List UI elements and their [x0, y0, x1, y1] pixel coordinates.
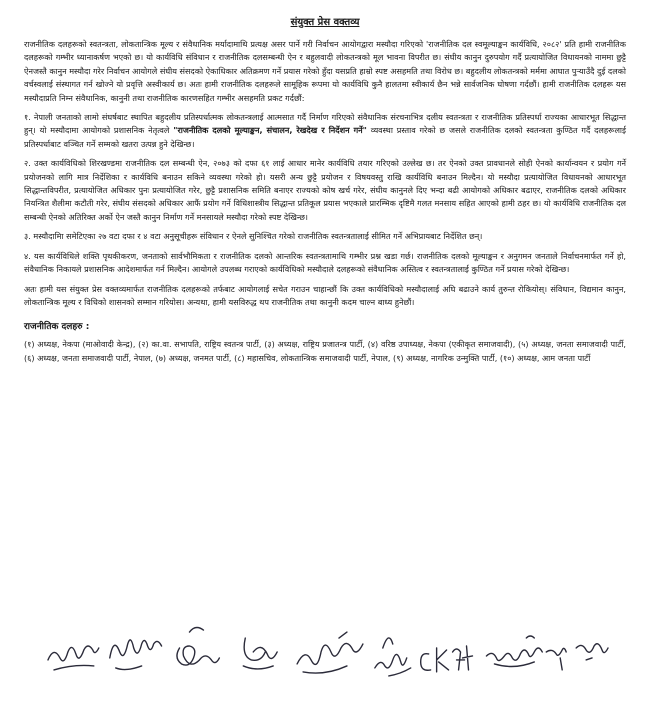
- signatures-svg: [40, 608, 618, 688]
- parties-list: (१) अध्यक्ष, नेकपा (माओवादी केन्द्र), (२) का.वा. सभापति, राष्ट्रिय स्वतन्त्र पार्टी, (३) अध्यक्ष, राष्ट्रिय प्रजातन्त्र पार्टी, (४) वरिष्ठ उपाध्यक्ष, नेकपा (एकीकृत समाजवादी), (५) अध्यक्ष, जनता समाजवादी पार्टी, (६) अध्यक्ष, जनता समाजवादी पार्टी, नेपाल, (७) अध्यक्ष, जनमत पार्टी, (८) महासचिव, लोकतान्त्रिक समाजवादी पार्टी, नेपाल, (९) अध्यक्ष, नागरिक उन्मुक्ति पार्टी, (१०) अध्यक्ष, आम जनता पार्टी: [24, 339, 626, 363]
- signature-8: [486, 636, 542, 666]
- point-1-quoted-clause: "राजनीतिक दलको मूल्याङ्कन, संचालन, रेखदेख र निर्देशन गर्ने": [173, 125, 367, 136]
- page-title: संयुक्त प्रेस वक्तव्य: [290, 17, 360, 28]
- point-4-paragraph: ४. यस कार्यविधिले शक्ति पृथकीकरण, जनताको सार्वभौमिकता र राजनीतिक दलको आन्तरिक स्वतन्त्रतामाथि गम्भीर प्रश्न खडा गर्छ। राजनीतिक दलको मूल्याङ्कन र अनुगमन जनताले निर्वाचनमार्फत गर्ने हो, संवैधानिक निकायले प्रशासनिक आदेशमार्फत गर्न मिल्दैन। आयोगले उपलब्ध गराएको कार्यविधिको मस्यौदाले दलहरूको संवैधानिक अस्तित्व र स्वतन्त्रतालाई कुण्ठित गर्ने प्रयास गरेको देखिन्छ।: [24, 250, 626, 275]
- signature-2: [110, 640, 162, 670]
- conclusion-paragraph: अतः हामी यस संयुक्त प्रेस वक्तव्यमार्फत राजनीतिक दलहरूको तर्फबाट आयोगलाई सचेत गराउन चाहान्छौं कि उक्त कार्यविधिको मस्यौदालाई अघि बढाउने कार्य तुरुन्त रोकियोस्। संविधान, विद्यमान कानुन, लोकतान्त्रिक मूल्य र विधिको शासनको सम्मान गरियोस। अन्यथा, हामी यसविरुद्ध थप राजनीतिक तथा कानुनी कदम चाल्न बाध्य हुनेछौं।: [24, 283, 626, 307]
- signature-6: [375, 638, 411, 676]
- point-1-text-end: व्यवस्था प्रस्ताव गरेको छ जसले राजनीतिक दलको स्वतन्त्रता कुण्ठित गर्दै दलहरूलाई प्रतिस्पर्धाबाट वञ्चित गर्ने सम्मको खतरा उत्पन्न हुने देखिन्छ।: [24, 125, 627, 149]
- point-1-text-start: १. नेपाली जनताको लामो संघर्षबाट स्थापित बहुदलीय प्रतिस्पर्धात्मक लोकतन्त्रलाई आत्मसात गर्दै निर्माण गरिएको संवैधानिक संरचनाभित्र दलीय स्वतन्त्रता र राजनीतिक प्रतिस्पर्धा राज्यका आधारभूत सिद्धान्त हुन्। यो मस्यौदामा आयोगको प्रशासनिक नेतृत्वले: [24, 112, 626, 136]
- signature-5: [297, 632, 363, 673]
- signature-1: [48, 646, 99, 670]
- parties-heading: राजनीतिक दलहरु :: [24, 322, 90, 333]
- point-3-paragraph: ३. मस्यौदामिा समेटिएका २७ वटा दफा र ४ वटा अनुसूचीहरू संविधान र ऐनले सुनिश्चित गरेको राजनीतिक स्वतन्त्रतालाई सीमित गर्ने अभिप्रायबाट निर्देशित छन्।: [24, 231, 483, 242]
- signature-4: [243, 638, 277, 669]
- point-2-paragraph: २. उक्त कार्यविधिको शिरखण्डमा राजनीतिक दल सम्बन्धी ऐन, २०७३ को दफा ६१ लाई आधार मानेर कार्यविधि तयार गरिएको उल्लेख छ। तर ऐनको उक्त प्रावधानले सोही ऐनको कार्यान्वयन र प्रयोग गर्ने प्रयोजनको लागि मात्र निर्देशिका र कार्यविधि बनाउन सकिने व्यवस्था गरेको हो। यसरी अन्य छुट्टै प्रयोजन र विषयवस्तु राखि कार्यविधि बनाउन मिल्दैन। यो मस्यौदा प्रत्यायोजित विधायनको आधारभूत सिद्धान्तविपरीत, प्रत्यायोजित अधिकार पुनः प्रत्यायोजित गरेर, छुट्टै प्रशासनिक समिति बनाएर राज्यको कोष खर्च गरेर, संघीय कानुनले दिए भन्दा बढी आयोगको अधिकार बढाएर, राजनीतिक दलको अधिकार नियन्त्रित शैलीमा कटौती गरेर, संघीय संसदको अधिकार आफैं प्रयोग गर्ने विधिशास्त्रीय सिद्धान्त प्रतिकूल प्रयास भएकाले प्रारम्भिक दृष्टिमै गलत मनसाय सहित आएको हामी ठहर छ। यो कार्यविधि राजनीतिक दल सम्बन्धी ऐनको अतिरिक्त अर्को ऐन जस्तै कानुन निर्माण गर्ने मनसायले मस्यौदा गरेको स्पष्ट देखिन्छ।: [24, 158, 626, 222]
- point-1-paragraph: [24, 111, 626, 151]
- signature-9: [546, 648, 566, 670]
- signatures-row: [40, 608, 618, 688]
- signature-7: [421, 646, 473, 672]
- intro-paragraph: राजनीतिक दलहरूको स्वतन्त्रता, लोकतान्त्रिक मूल्य र संवैधानिक मर्यादामाथि प्रत्यक्ष असर पार्ने गरी निर्वाचन आयोगद्वारा मस्यौदा गरिएको 'राजनीतिक दल स्वमूल्याङ्कन कार्यविधि, २०८२' प्रति हामी राजनीतिक दलहरूको गम्भीर ध्यानाकर्षण भएको छ। यो कार्यविधि संविधान र राजनीतिक दलसम्बन्धी ऐन र बहुलवादी लोकतन्त्रको मूल भावना विपरीत छ। संघीय कानुन दुरुपयोग गर्दै प्रत्यायोजित विधायनको नाममा छुट्टै ऐनजस्तै कानुन मस्यौदा गरेर निर्वाचन आयोगले संघीय संसदको ऐकाधिकार अतिक्रमण गर्ने प्रयास गरेको हुँदा यसप्रति हाम्रो स्पष्ट असहमति तथा विरोध छ। बहुदलीय लोकतन्त्रको मर्ममा आघात पुऱ्याउँदै दुई दलको वर्चस्वलाई संस्थागत गर्न खोज्ने यो प्रवृत्ति अस्वीकार्य छ। अतः हामी राजनीतिक दलहरूले सामूहिक रूपमा यो कार्यविधि कुनै हालतमा स्वीकार्य छैन भन्ने सार्वजनिक घोषणा गर्दछौं। हामी राजनीतिक दलहरू यस मस्यौदाप्रति निम्न संवैधानिक, कानुनी तथा राजनीतिक कारणसहित गम्भीर असहमति प्रकट गर्दछौं:: [24, 39, 626, 103]
- signature-10: [576, 644, 608, 660]
- signature-3: [177, 627, 219, 665]
